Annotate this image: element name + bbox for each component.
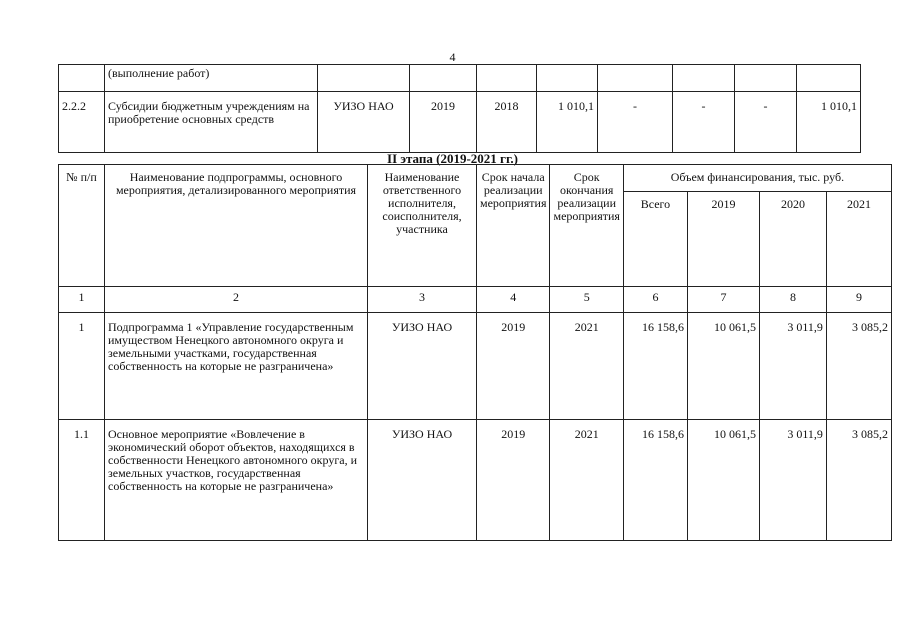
col-number: 1 xyxy=(59,287,105,313)
table-row xyxy=(59,420,892,541)
header-num: № п/п xyxy=(59,165,105,287)
header-executor: Наименование ответственного исполнителя, соисполнителя, участника xyxy=(368,165,477,287)
cell-start: 2019 xyxy=(477,420,550,541)
header-2019: 2019 xyxy=(687,192,759,287)
col-number: 5 xyxy=(550,287,623,313)
cell-name: Основное мероприятие «Вовлечение в экономический оборот объектов, находящихся в собственности Ненецкого автономного округа, и земельных участков, государственная собственность на которые не разграничена» xyxy=(105,420,368,541)
col-number: 3 xyxy=(368,287,477,313)
stage-title: II этапа (2019-2021 гг.) xyxy=(387,151,518,166)
header-name: Наименование подпрограммы, основного мероприятия, детализированного мероприятия xyxy=(105,165,368,287)
col-number: 6 xyxy=(623,287,687,313)
header-end: Срок окончания реализации мероприятия xyxy=(550,165,623,287)
cell-name: Подпрограмма 1 «Управление государственным имуществом Ненецкого автономного округа и земельными участками, государственная собственность на которые не разграничена» xyxy=(105,313,368,420)
cell-end: 2018 xyxy=(477,92,537,153)
header-start: Срок начала реализации мероприятия xyxy=(477,165,550,287)
col-number: 9 xyxy=(826,287,891,313)
header-total: Всего xyxy=(623,192,687,287)
previous-table-fragment xyxy=(58,64,861,153)
stage-table xyxy=(58,164,892,541)
cell-last: 1 010,1 xyxy=(797,92,861,153)
cell-executor: УИЗО НАО xyxy=(368,313,477,420)
cell-2020: - xyxy=(673,92,735,153)
cell-2021: - xyxy=(735,92,797,153)
continuation-cell: (выполнение работ) xyxy=(105,65,318,92)
cell-executor: УИЗО НАО xyxy=(318,92,410,153)
cell-2021: 3 085,2 xyxy=(826,420,891,541)
header-row xyxy=(59,165,892,192)
cell-end: 2021 xyxy=(550,313,623,420)
cell-num: 1 xyxy=(59,313,105,420)
header-2020: 2020 xyxy=(759,192,826,287)
cell-num: 2.2.2 xyxy=(59,92,105,153)
cell-start: 2019 xyxy=(410,92,477,153)
cell-2019: 10 061,5 xyxy=(687,420,759,541)
col-number: 4 xyxy=(477,287,550,313)
table-row xyxy=(59,313,892,420)
cell-executor: УИЗО НАО xyxy=(368,420,477,541)
col-number: 7 xyxy=(687,287,759,313)
table-row xyxy=(59,92,861,153)
cell-end: 2021 xyxy=(550,420,623,541)
cell-2020: 3 011,9 xyxy=(759,313,826,420)
col-number: 8 xyxy=(759,287,826,313)
page-number: 4 xyxy=(449,50,456,64)
cell-2019: 10 061,5 xyxy=(687,313,759,420)
cell-total: 1 010,1 xyxy=(537,92,598,153)
header-2021: 2021 xyxy=(826,192,891,287)
column-numbers-row xyxy=(59,287,892,313)
table-row xyxy=(59,65,861,92)
cell-2021: 3 085,2 xyxy=(826,313,891,420)
cell-start: 2019 xyxy=(477,313,550,420)
cell-name: Субсидии бюджетным учреждениям на приобретение основных средств xyxy=(105,92,318,153)
cell-total: 16 158,6 xyxy=(623,420,687,541)
cell-total: 16 158,6 xyxy=(623,313,687,420)
cell-2020: 3 011,9 xyxy=(759,420,826,541)
cell-num: 1.1 xyxy=(59,420,105,541)
header-funding: Объем финансирования, тыс. руб. xyxy=(623,165,891,192)
col-number: 2 xyxy=(105,287,368,313)
cell-2019: - xyxy=(598,92,673,153)
